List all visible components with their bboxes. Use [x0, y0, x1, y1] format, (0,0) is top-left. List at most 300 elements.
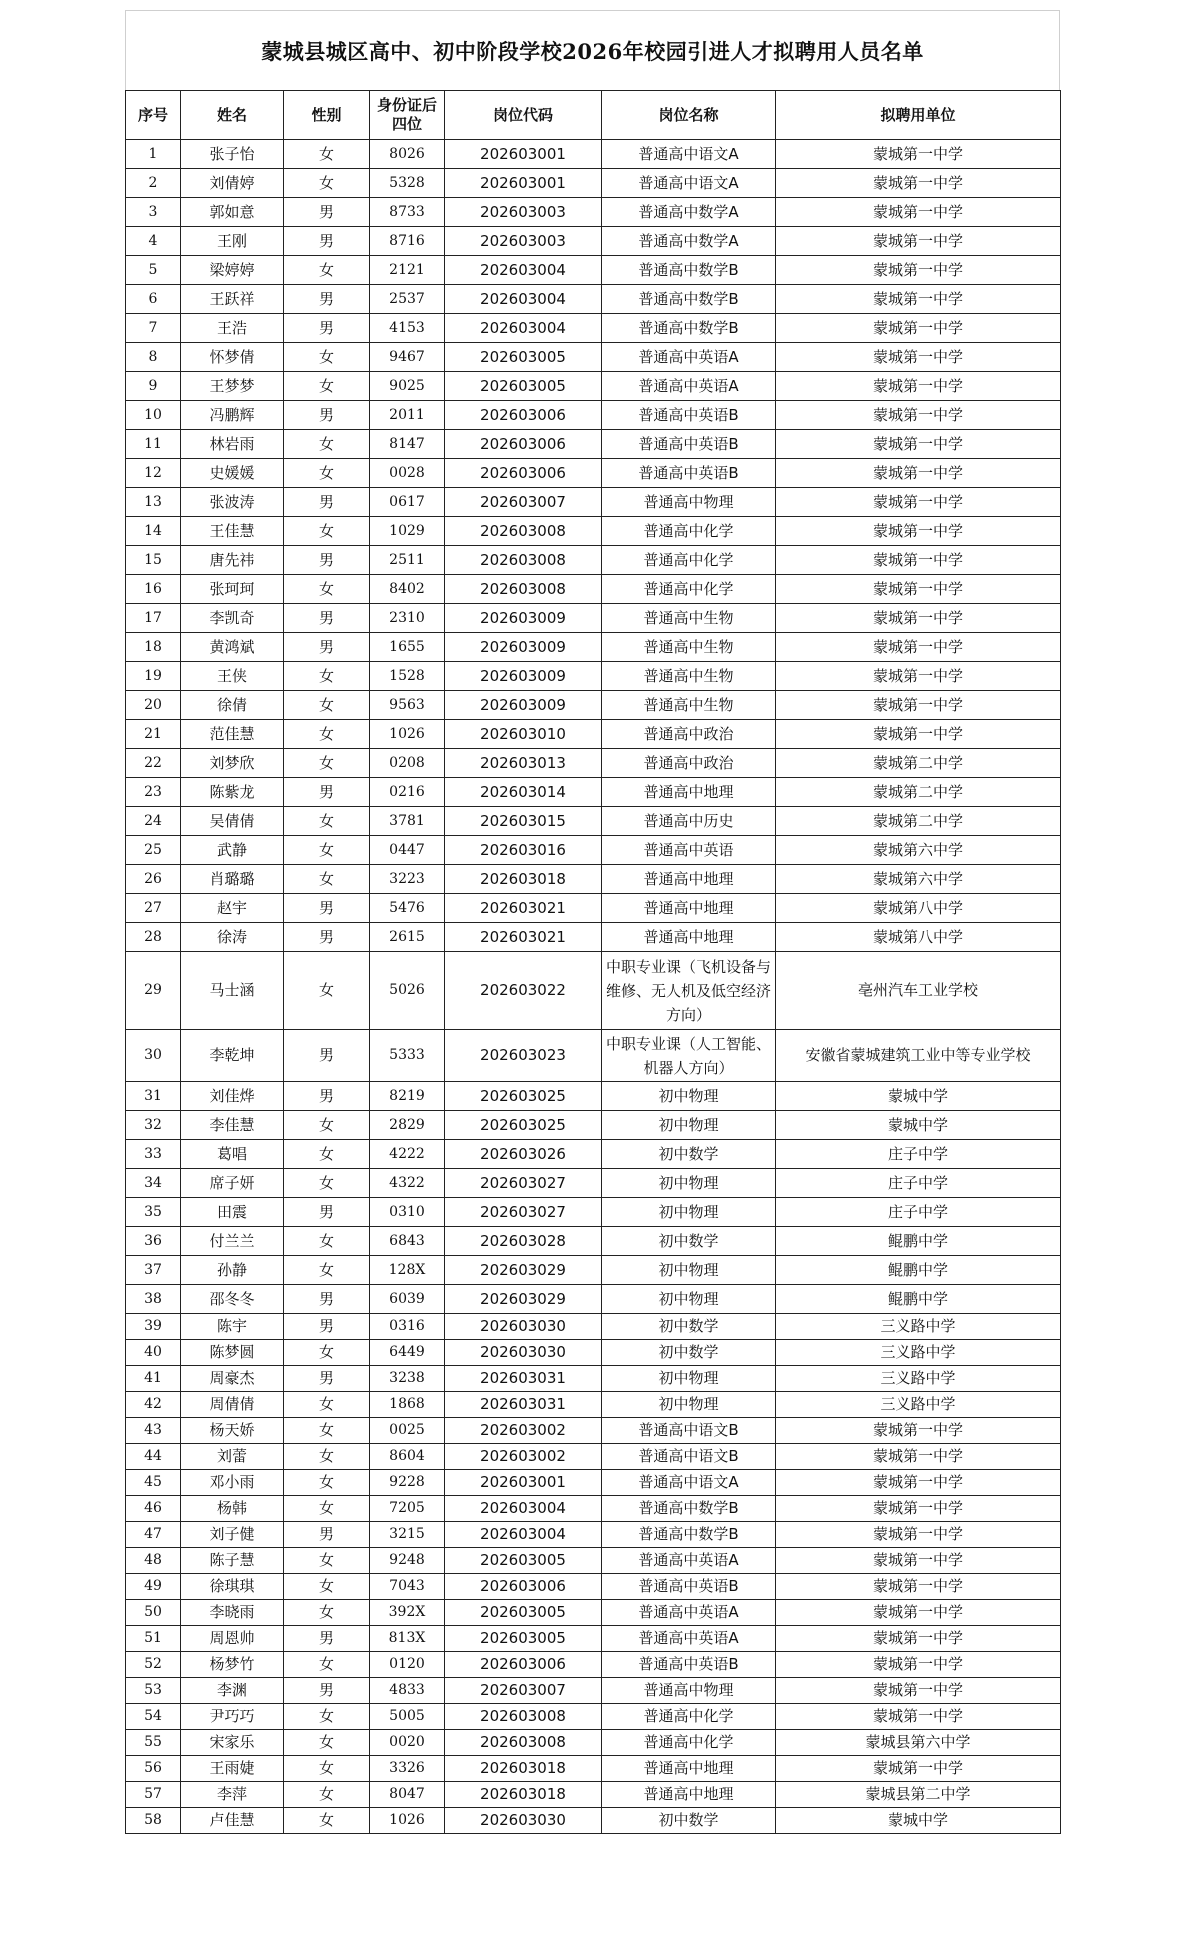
- cell-unit: 蒙城第一中学: [776, 459, 1061, 488]
- cell-name: 李晓雨: [181, 1600, 284, 1626]
- cell-id-last4: 0025: [370, 1418, 445, 1444]
- cell-index: 11: [126, 430, 181, 459]
- cell-gender: 女: [284, 140, 370, 169]
- cell-name: 田震: [181, 1198, 284, 1227]
- cell-id-last4: 3215: [370, 1522, 445, 1548]
- cell-unit: 蒙城第一中学: [776, 169, 1061, 198]
- cell-gender: 男: [284, 1366, 370, 1392]
- table-row: [126, 256, 1061, 285]
- table-row: [126, 662, 1061, 691]
- cell-index: 52: [126, 1652, 181, 1678]
- cell-id-last4: 9563: [370, 691, 445, 720]
- cell-id-last4: 813X: [370, 1626, 445, 1652]
- cell-post-name: 普通高中英语A: [602, 1600, 776, 1626]
- cell-name: 徐琪琪: [181, 1574, 284, 1600]
- cell-name: 邓小雨: [181, 1470, 284, 1496]
- cell-gender: 女: [284, 1227, 370, 1256]
- cell-unit: 三义路中学: [776, 1340, 1061, 1366]
- header-id-last4: 身份证后四位: [370, 91, 445, 140]
- table-row: [126, 1756, 1061, 1782]
- table-row: [126, 1256, 1061, 1285]
- cell-post-code: 202603008: [445, 517, 602, 546]
- cell-unit: 蒙城第一中学: [776, 604, 1061, 633]
- cell-unit: 鲲鹏中学: [776, 1227, 1061, 1256]
- cell-gender: 女: [284, 256, 370, 285]
- cell-unit: 蒙城第一中学: [776, 285, 1061, 314]
- cell-index: 39: [126, 1314, 181, 1340]
- cell-name: 刘子健: [181, 1522, 284, 1548]
- cell-post-code: 202603016: [445, 836, 602, 865]
- cell-gender: 女: [284, 1600, 370, 1626]
- table-row: [126, 720, 1061, 749]
- cell-gender: 女: [284, 1256, 370, 1285]
- cell-post-name: 普通高中化学: [602, 546, 776, 575]
- table-row: [126, 198, 1061, 227]
- cell-post-code: 202603010: [445, 720, 602, 749]
- cell-name: 周倩倩: [181, 1392, 284, 1418]
- cell-name: 唐先祎: [181, 546, 284, 575]
- cell-post-code: 202603018: [445, 1756, 602, 1782]
- cell-post-name: 普通高中英语A: [602, 343, 776, 372]
- cell-gender: 女: [284, 1730, 370, 1756]
- cell-index: 50: [126, 1600, 181, 1626]
- cell-name: 范佳慧: [181, 720, 284, 749]
- cell-post-code: 202603018: [445, 865, 602, 894]
- cell-gender: 女: [284, 517, 370, 546]
- cell-index: 22: [126, 749, 181, 778]
- cell-id-last4: 7043: [370, 1574, 445, 1600]
- cell-index: 18: [126, 633, 181, 662]
- cell-id-last4: 2615: [370, 923, 445, 952]
- cell-gender: 女: [284, 1392, 370, 1418]
- table-row: [126, 1522, 1061, 1548]
- table-row: [126, 749, 1061, 778]
- cell-post-code: 202603031: [445, 1392, 602, 1418]
- cell-name: 林岩雨: [181, 430, 284, 459]
- cell-name: 郭如意: [181, 198, 284, 227]
- cell-name: 王佳慧: [181, 517, 284, 546]
- cell-id-last4: 8733: [370, 198, 445, 227]
- cell-post-name: 普通高中语文A: [602, 1470, 776, 1496]
- table-row: [126, 1470, 1061, 1496]
- cell-post-name: 普通高中地理: [602, 894, 776, 923]
- cell-id-last4: 0316: [370, 1314, 445, 1340]
- cell-gender: 男: [284, 778, 370, 807]
- cell-name: 王侠: [181, 662, 284, 691]
- cell-index: 36: [126, 1227, 181, 1256]
- cell-post-name: 普通高中地理: [602, 778, 776, 807]
- cell-unit: 三义路中学: [776, 1366, 1061, 1392]
- cell-gender: 男: [284, 1082, 370, 1111]
- cell-unit: 蒙城第一中学: [776, 256, 1061, 285]
- cell-id-last4: 8147: [370, 430, 445, 459]
- cell-post-name: 中职专业课（人工智能、机器人方向）: [602, 1030, 776, 1082]
- cell-unit: 三义路中学: [776, 1392, 1061, 1418]
- cell-id-last4: 9248: [370, 1548, 445, 1574]
- cell-post-code: 202603009: [445, 691, 602, 720]
- cell-post-name: 普通高中数学B: [602, 285, 776, 314]
- table-row: [126, 169, 1061, 198]
- cell-post-name: 初中数学: [602, 1227, 776, 1256]
- table-row: [126, 459, 1061, 488]
- table-row: [126, 1496, 1061, 1522]
- cell-name: 陈紫龙: [181, 778, 284, 807]
- cell-index: 7: [126, 314, 181, 343]
- cell-index: 20: [126, 691, 181, 720]
- title-box: [125, 10, 1060, 90]
- cell-unit: 蒙城第一中学: [776, 430, 1061, 459]
- cell-post-code: 202603007: [445, 1678, 602, 1704]
- cell-unit: 蒙城第一中学: [776, 314, 1061, 343]
- table-row: [126, 1030, 1061, 1082]
- cell-id-last4: 0447: [370, 836, 445, 865]
- cell-post-code: 202603002: [445, 1444, 602, 1470]
- header-post-code: 岗位代码: [445, 91, 602, 140]
- cell-name: 李凯奇: [181, 604, 284, 633]
- table-row: [126, 1626, 1061, 1652]
- cell-unit: 蒙城第一中学: [776, 1626, 1061, 1652]
- cell-index: 19: [126, 662, 181, 691]
- table-row: [126, 1782, 1061, 1808]
- cell-id-last4: 3326: [370, 1756, 445, 1782]
- cell-post-name: 普通高中物理: [602, 488, 776, 517]
- cell-id-last4: 7205: [370, 1496, 445, 1522]
- table-row: [126, 1418, 1061, 1444]
- cell-id-last4: 1029: [370, 517, 445, 546]
- cell-name: 徐倩: [181, 691, 284, 720]
- cell-post-name: 初中数学: [602, 1808, 776, 1834]
- cell-unit: 蒙城第八中学: [776, 894, 1061, 923]
- cell-unit: 庄子中学: [776, 1140, 1061, 1169]
- cell-post-code: 202603018: [445, 1782, 602, 1808]
- cell-post-code: 202603009: [445, 662, 602, 691]
- cell-id-last4: 2511: [370, 546, 445, 575]
- cell-post-name: 初中物理: [602, 1082, 776, 1111]
- cell-name: 张子怡: [181, 140, 284, 169]
- cell-post-code: 202603005: [445, 1548, 602, 1574]
- cell-post-name: 初中物理: [602, 1169, 776, 1198]
- cell-post-code: 202603022: [445, 952, 602, 1030]
- cell-index: 13: [126, 488, 181, 517]
- cell-index: 31: [126, 1082, 181, 1111]
- table-row: [126, 633, 1061, 662]
- cell-name: 付兰兰: [181, 1227, 284, 1256]
- cell-index: 33: [126, 1140, 181, 1169]
- cell-post-code: 202603028: [445, 1227, 602, 1256]
- cell-post-code: 202603006: [445, 430, 602, 459]
- table-row: [126, 575, 1061, 604]
- cell-post-name: 普通高中语文A: [602, 140, 776, 169]
- cell-name: 赵宇: [181, 894, 284, 923]
- cell-post-code: 202603005: [445, 372, 602, 401]
- cell-post-name: 普通高中英语A: [602, 1626, 776, 1652]
- cell-post-code: 202603031: [445, 1366, 602, 1392]
- cell-post-name: 初中物理: [602, 1392, 776, 1418]
- cell-post-code: 202603014: [445, 778, 602, 807]
- cell-unit: 蒙城县第六中学: [776, 1730, 1061, 1756]
- cell-unit: 蒙城第一中学: [776, 1756, 1061, 1782]
- cell-unit: 蒙城第一中学: [776, 662, 1061, 691]
- cell-gender: 男: [284, 894, 370, 923]
- cell-post-code: 202603004: [445, 1496, 602, 1522]
- cell-id-last4: 0617: [370, 488, 445, 517]
- cell-index: 46: [126, 1496, 181, 1522]
- cell-gender: 女: [284, 1652, 370, 1678]
- cell-post-name: 初中物理: [602, 1285, 776, 1314]
- cell-id-last4: 2310: [370, 604, 445, 633]
- cell-unit: 蒙城第一中学: [776, 1522, 1061, 1548]
- cell-unit: 蒙城第一中学: [776, 546, 1061, 575]
- cell-id-last4: 9025: [370, 372, 445, 401]
- cell-post-name: 普通高中英语B: [602, 401, 776, 430]
- cell-id-last4: 128X: [370, 1256, 445, 1285]
- cell-unit: 蒙城第一中学: [776, 1470, 1061, 1496]
- cell-gender: 女: [284, 1111, 370, 1140]
- cell-index: 26: [126, 865, 181, 894]
- cell-unit: 蒙城第二中学: [776, 749, 1061, 778]
- cell-post-name: 普通高中地理: [602, 1782, 776, 1808]
- cell-index: 2: [126, 169, 181, 198]
- cell-post-name: 普通高中英语B: [602, 1652, 776, 1678]
- cell-name: 怀梦倩: [181, 343, 284, 372]
- hiring-table: [125, 90, 1061, 1834]
- cell-id-last4: 0216: [370, 778, 445, 807]
- cell-index: 49: [126, 1574, 181, 1600]
- cell-gender: 女: [284, 169, 370, 198]
- cell-post-name: 普通高中化学: [602, 1730, 776, 1756]
- table-row: [126, 430, 1061, 459]
- cell-post-name: 初中物理: [602, 1366, 776, 1392]
- cell-post-code: 202603005: [445, 1626, 602, 1652]
- cell-id-last4: 6039: [370, 1285, 445, 1314]
- cell-id-last4: 0208: [370, 749, 445, 778]
- cell-post-code: 202603029: [445, 1256, 602, 1285]
- cell-unit: 蒙城第一中学: [776, 343, 1061, 372]
- cell-id-last4: 8402: [370, 575, 445, 604]
- cell-name: 肖璐璐: [181, 865, 284, 894]
- cell-post-name: 普通高中数学A: [602, 227, 776, 256]
- table-row: [126, 1730, 1061, 1756]
- cell-index: 3: [126, 198, 181, 227]
- cell-name: 陈子慧: [181, 1548, 284, 1574]
- cell-index: 41: [126, 1366, 181, 1392]
- cell-index: 6: [126, 285, 181, 314]
- cell-gender: 女: [284, 836, 370, 865]
- cell-gender: 女: [284, 1444, 370, 1470]
- cell-id-last4: 2537: [370, 285, 445, 314]
- cell-id-last4: 8219: [370, 1082, 445, 1111]
- cell-gender: 女: [284, 1470, 370, 1496]
- cell-gender: 男: [284, 604, 370, 633]
- table-row: [126, 836, 1061, 865]
- cell-id-last4: 9467: [370, 343, 445, 372]
- cell-index: 40: [126, 1340, 181, 1366]
- cell-post-name: 普通高中化学: [602, 1704, 776, 1730]
- cell-unit: 蒙城第一中学: [776, 691, 1061, 720]
- table-row: [126, 923, 1061, 952]
- cell-post-code: 202603009: [445, 604, 602, 633]
- cell-name: 宋家乐: [181, 1730, 284, 1756]
- cell-unit: 蒙城第一中学: [776, 517, 1061, 546]
- cell-post-name: 普通高中语文B: [602, 1418, 776, 1444]
- cell-unit: 蒙城第一中学: [776, 720, 1061, 749]
- table-row: [126, 140, 1061, 169]
- cell-post-code: 202603004: [445, 314, 602, 343]
- cell-post-code: 202603027: [445, 1169, 602, 1198]
- cell-post-name: 普通高中英语A: [602, 372, 776, 401]
- cell-post-code: 202603030: [445, 1808, 602, 1834]
- table-row: [126, 343, 1061, 372]
- cell-index: 53: [126, 1678, 181, 1704]
- cell-unit: 蒙城第一中学: [776, 575, 1061, 604]
- cell-index: 16: [126, 575, 181, 604]
- cell-post-code: 202603008: [445, 575, 602, 604]
- cell-gender: 男: [284, 488, 370, 517]
- table-row: [126, 1366, 1061, 1392]
- cell-unit: 蒙城第一中学: [776, 1678, 1061, 1704]
- cell-name: 席子妍: [181, 1169, 284, 1198]
- cell-name: 王梦梦: [181, 372, 284, 401]
- table-row: [126, 1678, 1061, 1704]
- cell-id-last4: 5333: [370, 1030, 445, 1082]
- cell-index: 4: [126, 227, 181, 256]
- table-row: [126, 285, 1061, 314]
- cell-id-last4: 5005: [370, 1704, 445, 1730]
- table-row: [126, 517, 1061, 546]
- cell-post-name: 普通高中历史: [602, 807, 776, 836]
- cell-post-code: 202603026: [445, 1140, 602, 1169]
- cell-id-last4: 392X: [370, 1600, 445, 1626]
- cell-index: 9: [126, 372, 181, 401]
- cell-name: 刘佳烨: [181, 1082, 284, 1111]
- cell-post-code: 202603002: [445, 1418, 602, 1444]
- cell-id-last4: 2011: [370, 401, 445, 430]
- cell-gender: 女: [284, 1496, 370, 1522]
- cell-index: 27: [126, 894, 181, 923]
- cell-post-code: 202603025: [445, 1082, 602, 1111]
- cell-name: 尹巧巧: [181, 1704, 284, 1730]
- cell-name: 杨天娇: [181, 1418, 284, 1444]
- cell-gender: 女: [284, 1169, 370, 1198]
- cell-name: 李渊: [181, 1678, 284, 1704]
- cell-unit: 蒙城第一中学: [776, 488, 1061, 517]
- cell-unit: 亳州汽车工业学校: [776, 952, 1061, 1030]
- cell-id-last4: 4222: [370, 1140, 445, 1169]
- cell-post-code: 202603003: [445, 227, 602, 256]
- cell-index: 24: [126, 807, 181, 836]
- cell-post-name: 普通高中地理: [602, 1756, 776, 1782]
- cell-name: 杨韩: [181, 1496, 284, 1522]
- cell-post-code: 202603025: [445, 1111, 602, 1140]
- table-row: [126, 1198, 1061, 1227]
- cell-id-last4: 3223: [370, 865, 445, 894]
- cell-post-code: 202603004: [445, 1522, 602, 1548]
- cell-name: 周豪杰: [181, 1366, 284, 1392]
- cell-id-last4: 0020: [370, 1730, 445, 1756]
- header-index: 序号: [126, 91, 181, 140]
- cell-post-name: 普通高中化学: [602, 575, 776, 604]
- cell-name: 刘倩婷: [181, 169, 284, 198]
- cell-post-name: 中职专业课（飞机设备与维修、无人机及低空经济方向）: [602, 952, 776, 1030]
- cell-unit: 蒙城第一中学: [776, 227, 1061, 256]
- cell-post-name: 初中数学: [602, 1140, 776, 1169]
- table-row: [126, 778, 1061, 807]
- cell-gender: 男: [284, 401, 370, 430]
- cell-post-name: 普通高中英语A: [602, 1548, 776, 1574]
- header-name: 姓名: [181, 91, 284, 140]
- table-row: [126, 952, 1061, 1030]
- cell-unit: 蒙城第一中学: [776, 1574, 1061, 1600]
- cell-id-last4: 6843: [370, 1227, 445, 1256]
- cell-gender: 女: [284, 430, 370, 459]
- cell-gender: 女: [284, 343, 370, 372]
- cell-gender: 女: [284, 662, 370, 691]
- cell-id-last4: 2121: [370, 256, 445, 285]
- cell-id-last4: 4322: [370, 1169, 445, 1198]
- cell-name: 李萍: [181, 1782, 284, 1808]
- table-row: [126, 1808, 1061, 1834]
- cell-post-name: 普通高中语文B: [602, 1444, 776, 1470]
- table-row: [126, 546, 1061, 575]
- cell-name: 张珂珂: [181, 575, 284, 604]
- cell-id-last4: 4153: [370, 314, 445, 343]
- cell-unit: 蒙城第一中学: [776, 1496, 1061, 1522]
- cell-index: 51: [126, 1626, 181, 1652]
- table-row: [126, 865, 1061, 894]
- cell-id-last4: 1026: [370, 720, 445, 749]
- cell-unit: 蒙城第一中学: [776, 140, 1061, 169]
- cell-gender: 女: [284, 749, 370, 778]
- table-row: [126, 1169, 1061, 1198]
- cell-post-code: 202603005: [445, 343, 602, 372]
- cell-post-code: 202603008: [445, 1730, 602, 1756]
- cell-index: 10: [126, 401, 181, 430]
- cell-name: 梁婷婷: [181, 256, 284, 285]
- cell-gender: 男: [284, 1198, 370, 1227]
- cell-unit: 蒙城第一中学: [776, 633, 1061, 662]
- cell-post-code: 202603001: [445, 1470, 602, 1496]
- cell-post-name: 普通高中数学B: [602, 314, 776, 343]
- cell-post-code: 202603021: [445, 894, 602, 923]
- cell-post-name: 初中物理: [602, 1111, 776, 1140]
- table-row: [126, 604, 1061, 633]
- cell-post-code: 202603029: [445, 1285, 602, 1314]
- cell-unit: 鲲鹏中学: [776, 1256, 1061, 1285]
- cell-index: 43: [126, 1418, 181, 1444]
- cell-index: 44: [126, 1444, 181, 1470]
- cell-unit: 蒙城中学: [776, 1808, 1061, 1834]
- cell-post-name: 初中数学: [602, 1340, 776, 1366]
- table-row: [126, 1314, 1061, 1340]
- cell-index: 45: [126, 1470, 181, 1496]
- cell-index: 55: [126, 1730, 181, 1756]
- header-unit: 拟聘用单位: [776, 91, 1061, 140]
- table-row: [126, 314, 1061, 343]
- cell-gender: 男: [284, 1285, 370, 1314]
- cell-name: 王跃祥: [181, 285, 284, 314]
- cell-index: 32: [126, 1111, 181, 1140]
- cell-gender: 女: [284, 1140, 370, 1169]
- cell-gender: 女: [284, 691, 370, 720]
- cell-unit: 鲲鹏中学: [776, 1285, 1061, 1314]
- cell-gender: 女: [284, 1340, 370, 1366]
- cell-unit: 蒙城第二中学: [776, 807, 1061, 836]
- cell-name: 周恩帅: [181, 1626, 284, 1652]
- table-row: [126, 807, 1061, 836]
- cell-id-last4: 6449: [370, 1340, 445, 1366]
- cell-name: 马士涵: [181, 952, 284, 1030]
- cell-name: 葛唱: [181, 1140, 284, 1169]
